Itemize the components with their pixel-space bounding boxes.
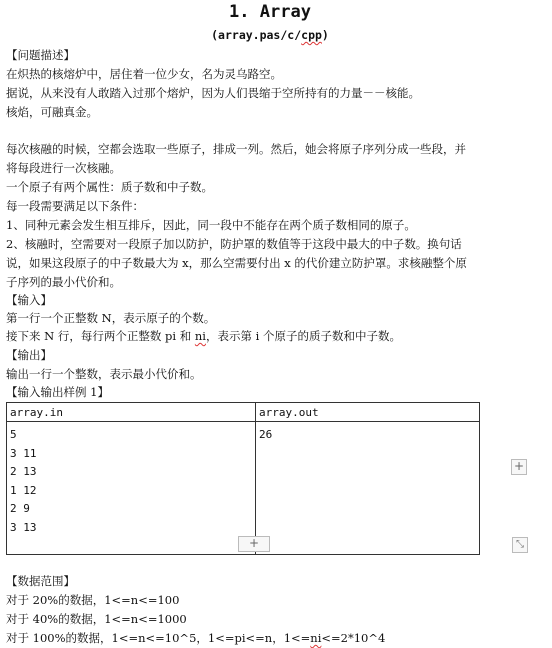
sample-header-out[interactable]: array.out (256, 403, 480, 422)
description-line-7: 每一段需要满足以下条件： (6, 199, 144, 213)
table-resize-handle[interactable]: ⤡ (512, 537, 528, 553)
section-sample: 【输入输出样例 1】 (6, 385, 109, 399)
document-title: 1. Array (229, 2, 311, 22)
document-subtitle (0, 28, 540, 42)
add-row-button[interactable]: + (238, 536, 270, 552)
description-line-11: 子序列的最小代价和。 (6, 275, 121, 289)
sample-input-line-4: 1 12 (10, 483, 37, 497)
description-line-6: 一个原子有两个属性：质子数和中子数。 (6, 180, 213, 194)
description-line-5: 将每段进行一次核融。 (6, 161, 121, 175)
sample-input-line-1: 5 (10, 428, 17, 441)
sample-input-line-3: 2 13 (10, 465, 37, 478)
sample-input-line-2: 3 11 (10, 446, 37, 460)
input-line-2-b: ，表示第 i 个原子的质子数和中子数。 (205, 329, 401, 343)
description-line-2: 据说，从来没有人敢踏入过那个熔炉，因为人们畏缩于空所持有的力量－－核能。 (6, 86, 420, 100)
description-line-9: 2、核融时，空需要对一段原子加以防护，防护罩的数值等于这段中最大的中子数。换句话 (6, 237, 462, 251)
range-line-2: 对于 40%的数据，1<=n<=1000 (6, 612, 187, 626)
sample-table-header-row (7, 403, 480, 422)
section-input: 【输入】 (6, 293, 52, 307)
range-line-3-b: <=2*10^4 (321, 631, 386, 645)
section-output: 【输出】 (6, 348, 52, 362)
description-line-8: 1、同种元素会发生相互排斥，因此，同一段中不能存在两个质子数相同的原子。 (6, 218, 416, 232)
section-range: 【数据范围】 (6, 574, 75, 588)
output-line: 输出一行一个整数，表示最小代价和。 (6, 367, 202, 381)
sample-output-cell[interactable] (256, 422, 480, 555)
input-line-2-ni: ni (194, 329, 206, 343)
input-line-1: 第一行一个正整数 N，表示原子的个数。 (6, 311, 216, 325)
subtitle-prefix: (array.pas/c/ (211, 28, 302, 42)
range-line-3 (6, 630, 385, 646)
description-line-1: 在炽热的核熔炉中，居住着一位少女，名为灵乌路空。 (6, 67, 282, 81)
add-column-button[interactable]: + (511, 459, 527, 475)
description-line-10: 说，如果这段原子的中子数最大为 x，那么空需要付出 x 的代价建立防护罩。求核融整个原 (6, 256, 467, 270)
subtitle-suffix: ) (321, 28, 329, 42)
range-line-3-ni: ni (310, 631, 322, 645)
sample-table-body-row (7, 422, 480, 555)
sample-table (6, 402, 480, 555)
range-line-3-a: 对于 100%的数据，1<=n<=10^5，1<=pi<=n，1<= (6, 631, 311, 645)
input-line-2-a: 接下来 N 行，每行两个正整数 pi 和 (6, 329, 195, 343)
range-line-1: 对于 20%的数据，1<=n<=100 (6, 593, 180, 607)
sample-input-line-5: 2 9 (10, 502, 30, 515)
sample-header-in[interactable]: array.in (7, 403, 256, 422)
input-line-2 (6, 328, 401, 344)
description-line-3: 核焰，可融真金。 (6, 105, 98, 119)
section-problem: 【问题描述】 (6, 48, 75, 62)
sample-output-line-1: 26 (259, 428, 273, 441)
sample-input-cell[interactable] (7, 422, 256, 555)
subtitle-cpp: cpp (301, 28, 322, 42)
description-line-4: 每次核融的时候，空都会选取一些原子，排成一列。然后，她会将原子序列分成一些段，并 (6, 142, 466, 156)
sample-input-line-6: 3 13 (10, 520, 37, 534)
